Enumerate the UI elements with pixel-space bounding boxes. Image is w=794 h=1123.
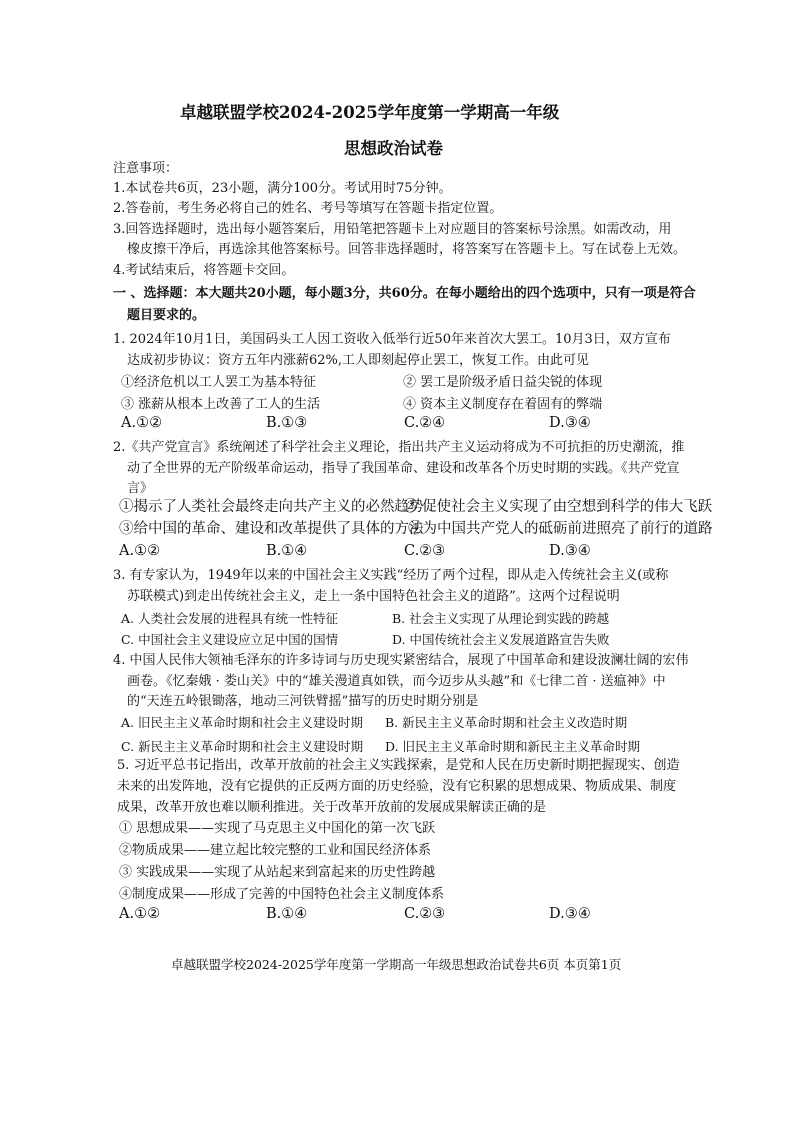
q3-option-a: A. 人类社会发展的进程具有统一性特征: [121, 611, 338, 626]
q1-item: ④ 资本主义制度存在着固有的弊端: [403, 397, 603, 412]
q1-choice-a: A.①②: [121, 415, 163, 431]
notice-item: 3.回答选择题时，选出每小题答案后，用铅笔把答题卡上对应题目的答案标号涂黑。如需改动，用: [113, 222, 672, 237]
notice-item: 2.答卷前，考生务必将自己的姓名、考号等填写在答题卡指定位置。: [113, 201, 503, 216]
q3-option-c: C. 中国社会主义建设应立足中国的国情: [121, 632, 339, 647]
q3-stem: 3. 有专家认为，1949年以来的中国社会主义实践“经历了两个过程，即从走入传统社会主义(或称: [113, 568, 669, 583]
q2-stem: 2.《共产党宣言》系统阐述了科学社会主义理论，指出共产主义运动将成为不可抗拒的历史潮流，推: [113, 440, 685, 455]
q2-item: ④为中国共产党人的砥砺前进照亮了前行的道路: [408, 521, 713, 537]
q1-item: ③ 涨薪从根本上改善了工人的生活: [121, 397, 321, 412]
q1-stem: 1. 2024年10月1日，美国码头工人因工资收入低举行近50年来首次大罢工。10月3日，双方宣布: [113, 332, 671, 347]
q5-item: ④制度成果——形成了完善的中国特色社会主义制度体系: [119, 887, 445, 902]
q5-stem: 未来的出发阵地，没有它提供的正反两方面的历史经验，没有它积累的思想成果、物质成果、制度: [117, 779, 677, 794]
q4-option-c: C. 新民主主义革命时期和社会主义建设时期: [121, 739, 364, 754]
q4-option-d: D. 旧民主主义革命时期和新民主主义革命时期: [385, 739, 641, 754]
q3-stem: 苏联模式)到走出传统社会主义，走上一条中国特色社会主义的道路”。这两个过程说明: [127, 589, 620, 604]
q2-item: ③给中国的革命、建设和改革提供了具体的方法: [119, 521, 424, 537]
page-subtitle: 思想政治试卷: [344, 139, 443, 158]
q2-item: ② 促使社会主义实现了由空想到科学的伟大飞跃: [403, 499, 713, 515]
page-title: 卓越联盟学校2024-2025学年度第一学期高一年级: [180, 103, 560, 122]
q1-item: ①经济危机以工人罢工为基本特征: [121, 375, 317, 390]
q2-choice-b: B.①④: [266, 543, 308, 559]
q5-item: ① 思想成果——实现了马克思主义中国化的第一次飞跃: [119, 821, 436, 836]
q5-choice-d: D.③④: [549, 906, 591, 922]
notice-item: 橡皮擦干净后，再选涂其他答案标号。回答非选择题时，将答案写在答题卡上。写在试卷上无效。: [127, 242, 687, 257]
q3-option-d: D. 中国传统社会主义发展道路宣告失败: [392, 632, 610, 647]
q2-stem: 言》: [127, 481, 154, 496]
q1-choice-c: C.②④: [404, 415, 446, 431]
q5-choice-a: A.①②: [119, 906, 161, 922]
q5-choice-c: C.②③: [404, 906, 446, 922]
q4-stem: 画卷。《忆秦娥 · 娄山关》中的“雄关漫道真如铁，而今迈步从头越”和《七律二首 · 送瘟神》中: [127, 674, 666, 689]
q2-item: ①揭示了人类社会最终走向共产主义的必然趋势: [119, 499, 424, 515]
q2-choice-d: D.③④: [549, 543, 591, 559]
q2-stem: 动了全世界的无产阶级革命运动，指导了我国革命、建设和改革各个历史时期的实践。《共产党宣: [127, 461, 680, 476]
page-footer: 卓越联盟学校2024-2025学年度第一学期高一年级思想政治试卷共6页 本页第1页: [171, 957, 622, 972]
notice-heading: 注意事项：: [113, 161, 179, 176]
q3-option-b: B. 社会主义实现了从理论到实践的跨越: [392, 611, 610, 626]
q5-item: ③ 实践成果——实现了从站起来到富起来的历史性跨越: [119, 865, 436, 880]
q2-choice-c: C.②③: [404, 543, 446, 559]
q5-item: ②物质成果——建立起比较完整的工业和国民经济体系: [119, 843, 432, 858]
q5-stem: 5. 习近平总书记指出，改革开放前的社会主义实践探索，是党和人民在历史新时期把握现实、创造: [117, 758, 680, 773]
notice-item: 1.本试卷共6页，23小题，满分100分。考试用时75分钟。: [113, 181, 452, 196]
notice-item: 4.考试结束后，将答题卡交回。: [113, 263, 295, 278]
q5-stem: 成果，改革开放也难以顺利推进。关于改革开放前的发展成果解读正确的是: [117, 800, 547, 815]
q1-choice-b: B.①③: [266, 415, 308, 431]
q4-stem: 的“天连五岭银锄落，地动三河铁臂摇”描写的历史时期分别是: [127, 694, 479, 709]
q1-choice-d: D.③④: [549, 415, 591, 431]
q2-choice-a: A.①②: [119, 543, 161, 559]
section-heading: 一 、选择题：本大题共20小题，每小题3分，共60分。在每小题给出的四个选项中，只有一项是符合: [113, 286, 696, 301]
q4-stem: 4. 中国人民伟大领袖毛泽东的许多诗词与历史现实紧密结合，展现了中国革命和建设波澜壮阔的宏伟: [113, 653, 689, 668]
q4-option-a: A. 旧民主主义革命时期和社会主义建设时期: [121, 715, 363, 730]
q1-stem: 达成初步协议：资方五年内涨薪62%,工人即刻起停止罢工，恢复工作。由此可见: [127, 353, 590, 368]
q5-choice-b: B.①④: [266, 906, 308, 922]
q4-option-b: B. 新民主主义革命时期和社会主义改造时期: [385, 715, 628, 730]
section-heading-cont: 题目要求的。: [127, 308, 206, 323]
q1-item: ② 罢工是阶级矛盾日益尖锐的体现: [403, 375, 603, 390]
